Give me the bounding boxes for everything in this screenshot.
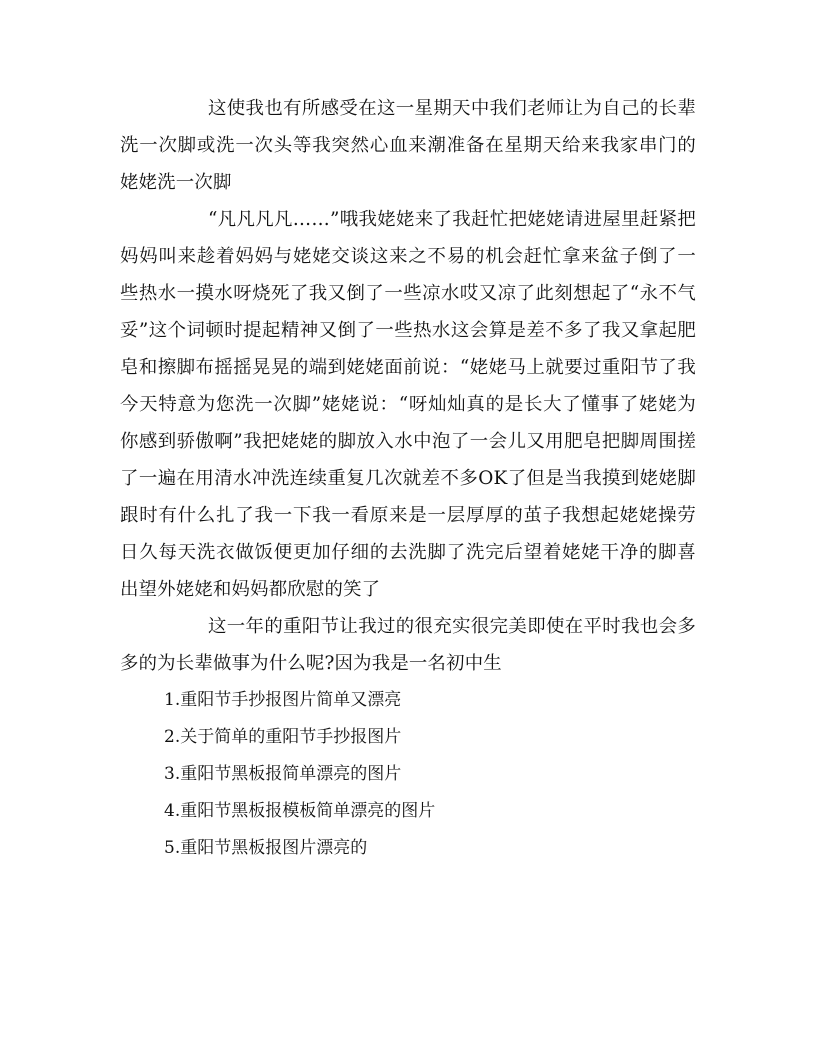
related-link-2[interactable]: 2.关于简单的重阳节手抄报图片 bbox=[164, 727, 402, 747]
related-link-4[interactable]: 4.重阳节黑板报模板简单漂亮的图片 bbox=[164, 801, 436, 821]
related-links-list bbox=[120, 682, 696, 867]
paragraph-intro: 这使我也有所感受在这一星期天中我们老师让为自己的长辈洗一次脚或洗一次头等我突然心血来潮准备在星期天给来我家串门的姥姥洗一次脚 bbox=[120, 98, 696, 193]
related-link-1[interactable]: 1.重阳节手抄报图片简单又漂亮 bbox=[164, 690, 402, 710]
paragraph-conclusion: 这一年的重阳节让我过的很充实很完美即使在平时我也会多多的为长辈做事为什么呢?因为我是一名初中生 bbox=[120, 616, 696, 674]
related-link-5[interactable]: 5.重阳节黑板报图片漂亮的 bbox=[164, 838, 368, 858]
related-link-3[interactable]: 3.重阳节黑板报简单漂亮的图片 bbox=[164, 764, 402, 784]
paragraph-story: “凡凡凡凡……”哦我姥姥来了我赶忙把姥姥请进屋里赶紧把妈妈叫来趁着妈妈与姥姥交谈这来之不易的机会赶忙拿来盆子倒了一些热水一摸水呀烧死了我又倒了一些凉水哎又凉了此刻想起了“永不气妥”这个词顿时提起精神又倒了一些热水这会算是差不多了我又拿起肥皂和擦脚布摇摇晃晃的端到姥姥面前说：“姥姥马上就要过重阳节了我今天特意为您洗一次脚”姥姥说：“呀灿灿真的是长大了懂事了姥姥为你感到骄傲啊”我把姥姥的脚放入水中泡了一会儿又用肥皂把脚周围搓了一遍在用清水冲洗连续重复几次就差不多OK了但是当我摸到姥姥脚跟时有什么扎了我一下我一看原来是一层厚厚的茧子我想起姥姥操劳日久每天洗衣做饭便更加仔细的去洗脚了洗完后望着姥姥干净的脚喜出望外姥姥和妈妈都欣慰的笑了 bbox=[120, 209, 696, 600]
document-page bbox=[120, 90, 696, 867]
